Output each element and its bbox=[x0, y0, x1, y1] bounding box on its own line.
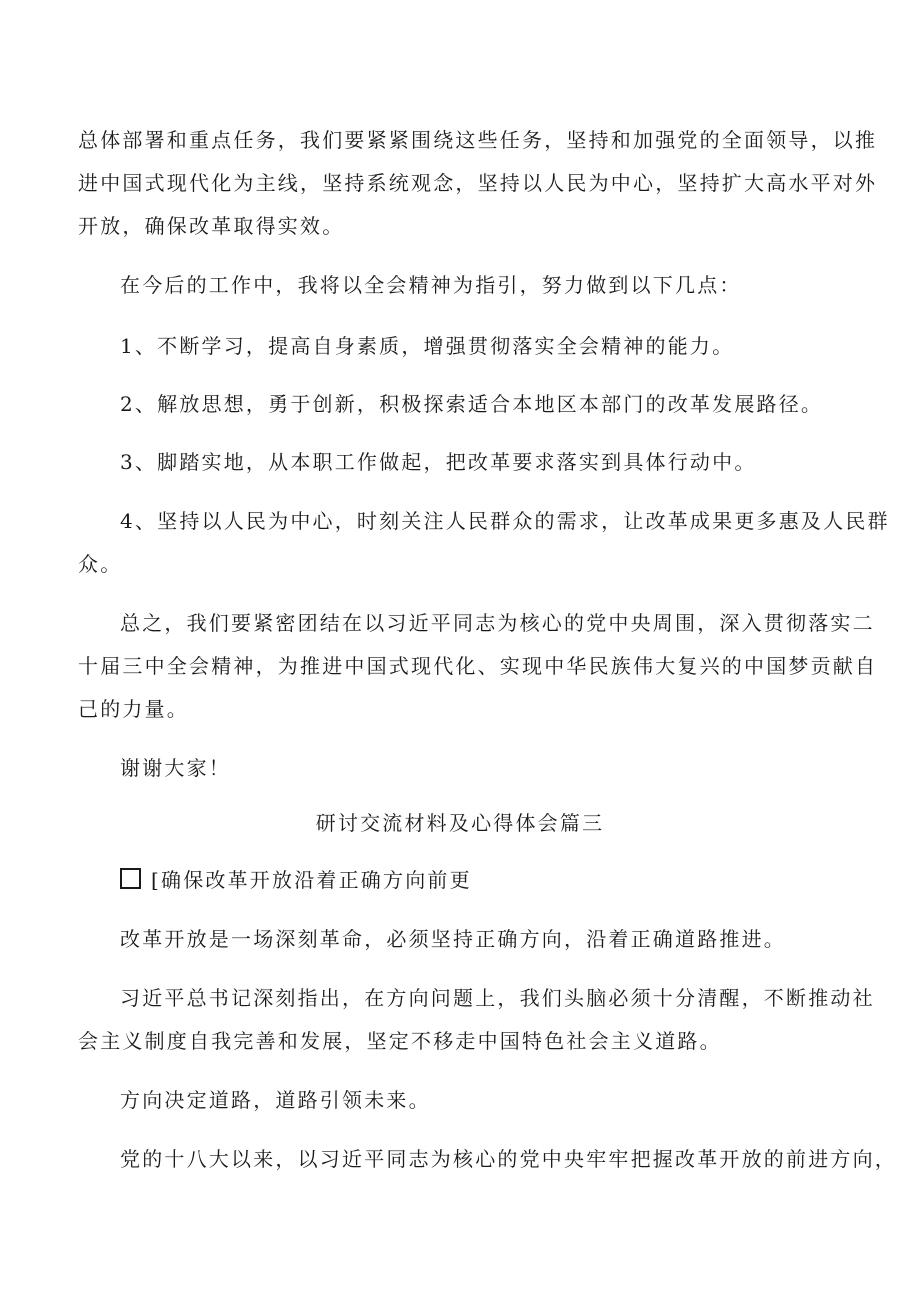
list-item-1: 1、不断学习，提高自身素质，增强贯彻落实全会精神的能力。 bbox=[120, 334, 735, 358]
paragraph-line: 总之，我们要紧密团结在以习近平同志为核心的党中央周围，深入贯彻落实二 bbox=[120, 611, 875, 635]
paragraph-line: 十届三中全会精神，为推进中国式现代化、实现中华民族伟大复兴的中国梦贡献自 bbox=[78, 654, 878, 678]
checkbox-square-icon bbox=[120, 868, 141, 889]
list-item-3: 3、脚踏实地，从本职工作做起，把改革要求落实到具体行动中。 bbox=[120, 450, 757, 474]
paragraph-line: 总体部署和重点任务，我们要紧紧围绕这些任务，坚持和加强党的全面领导，以推 bbox=[78, 128, 878, 152]
list-item-2: 2、解放思想，勇于创新，积极探索适合本地区本部门的改革发展路径。 bbox=[120, 392, 824, 416]
section-title: 研讨交流材料及心得体会篇三 bbox=[315, 811, 605, 835]
paragraph-line: 众。 bbox=[78, 552, 123, 576]
paragraph-line: 方向决定道路，道路引领未来。 bbox=[120, 1088, 431, 1112]
paragraph-line: 会主义制度自我完善和发展，坚定不移走中国特色社会主义道路。 bbox=[78, 1029, 722, 1053]
paragraph-line: 开放，确保改革取得实效。 bbox=[78, 214, 345, 238]
closing-line: 谢谢大家！ bbox=[120, 756, 231, 780]
paragraph-line: 在今后的工作中，我将以全会精神为指引，努力做到以下几点： bbox=[120, 273, 742, 297]
paragraph-line: 习近平总书记深刻指出，在方向问题上，我们头脑必须十分清醒，不断推动社 bbox=[120, 986, 875, 1010]
list-item-4: 4、坚持以人民为中心，时刻关注人民群众的需求，让改革成果更多惠及人民群 bbox=[120, 509, 890, 533]
section-heading-text: [确保改革开放沿着正确方向前更 bbox=[151, 868, 472, 892]
paragraph-line: 改革开放是一场深刻革命，必须坚持正确方向，沿着正确道路推进。 bbox=[120, 927, 786, 951]
section-heading bbox=[120, 867, 880, 893]
paragraph-line: 己的力量。 bbox=[78, 697, 189, 721]
paragraph-line: 党的十八大以来，以习近平同志为核心的党中央牢牢把握改革开放的前进方向， bbox=[120, 1147, 897, 1171]
paragraph-line: 进中国式现代化为主线，坚持系统观念，坚持以人民为中心，坚持扩大高水平对外 bbox=[78, 171, 878, 195]
